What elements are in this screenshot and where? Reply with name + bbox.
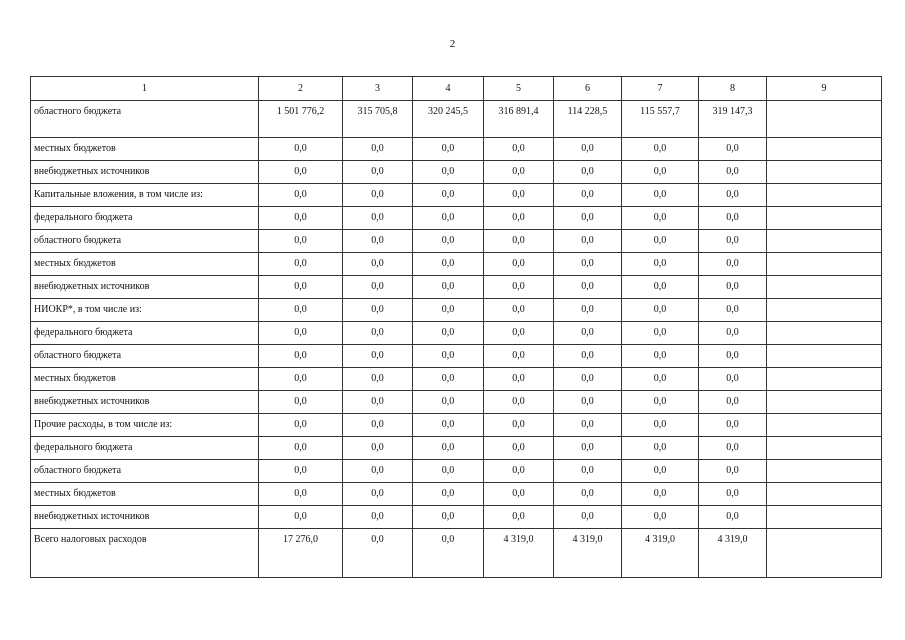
value-cell: 0,0: [413, 276, 484, 299]
value-cell: 0,0: [554, 184, 622, 207]
value-cell: 0,0: [484, 368, 554, 391]
value-cell: 0,0: [554, 276, 622, 299]
budget-table: [30, 76, 882, 578]
value-cell: 0,0: [259, 391, 343, 414]
row-label: внебюджетных источников: [31, 506, 259, 529]
value-cell: 0,0: [413, 138, 484, 161]
value-cell: 0,0: [343, 207, 413, 230]
row-label: местных бюджетов: [31, 368, 259, 391]
value-cell: [767, 506, 882, 529]
value-cell: 0,0: [554, 207, 622, 230]
value-cell: 0,0: [699, 207, 767, 230]
value-cell: 0,0: [622, 368, 699, 391]
value-cell: 17 276,0: [259, 529, 343, 578]
value-cell: 0,0: [699, 345, 767, 368]
table-row: [31, 299, 882, 322]
value-cell: 0,0: [622, 460, 699, 483]
row-label: Прочие расходы, в том числе из:: [31, 414, 259, 437]
value-cell: [767, 230, 882, 253]
header-row: [31, 77, 882, 101]
table-row: [31, 368, 882, 391]
row-label: областного бюджета: [31, 460, 259, 483]
value-cell: [767, 161, 882, 184]
value-cell: 0,0: [343, 276, 413, 299]
value-cell: 0,0: [622, 207, 699, 230]
value-cell: 0,0: [259, 414, 343, 437]
value-cell: 0,0: [259, 483, 343, 506]
value-cell: 0,0: [622, 299, 699, 322]
header-cell: 6: [554, 77, 622, 101]
table-row: [31, 414, 882, 437]
value-cell: 0,0: [343, 161, 413, 184]
value-cell: 0,0: [622, 276, 699, 299]
value-cell: 0,0: [413, 437, 484, 460]
table-row: [31, 101, 882, 138]
value-cell: 0,0: [699, 391, 767, 414]
row-label: Капитальные вложения, в том числе из:: [31, 184, 259, 207]
value-cell: 0,0: [343, 368, 413, 391]
value-cell: 0,0: [413, 506, 484, 529]
table-row: [31, 322, 882, 345]
value-cell: 0,0: [413, 253, 484, 276]
value-cell: 0,0: [259, 506, 343, 529]
value-cell: 0,0: [622, 345, 699, 368]
value-cell: 0,0: [622, 138, 699, 161]
value-cell: 0,0: [413, 483, 484, 506]
value-cell: [767, 391, 882, 414]
value-cell: 0,0: [413, 299, 484, 322]
table-row: [31, 161, 882, 184]
value-cell: 0,0: [484, 184, 554, 207]
value-cell: [767, 460, 882, 483]
value-cell: 0,0: [259, 460, 343, 483]
value-cell: [767, 253, 882, 276]
value-cell: 0,0: [259, 276, 343, 299]
row-label: областного бюджета: [31, 230, 259, 253]
value-cell: 0,0: [622, 230, 699, 253]
row-label: местных бюджетов: [31, 138, 259, 161]
table-row: [31, 230, 882, 253]
value-cell: 0,0: [484, 483, 554, 506]
value-cell: 0,0: [699, 276, 767, 299]
table-row: [31, 391, 882, 414]
value-cell: 0,0: [413, 322, 484, 345]
value-cell: 0,0: [699, 414, 767, 437]
row-label: Всего налоговых расходов: [31, 529, 259, 578]
value-cell: [767, 345, 882, 368]
value-cell: 0,0: [484, 345, 554, 368]
value-cell: 0,0: [343, 299, 413, 322]
value-cell: 0,0: [699, 299, 767, 322]
value-cell: 0,0: [259, 437, 343, 460]
row-label: областного бюджета: [31, 345, 259, 368]
value-cell: 0,0: [343, 138, 413, 161]
value-cell: 0,0: [343, 184, 413, 207]
value-cell: 0,0: [554, 506, 622, 529]
value-cell: 0,0: [554, 368, 622, 391]
value-cell: 0,0: [484, 322, 554, 345]
header-cell: 3: [343, 77, 413, 101]
value-cell: 0,0: [343, 460, 413, 483]
value-cell: 0,0: [343, 345, 413, 368]
row-label: местных бюджетов: [31, 253, 259, 276]
value-cell: 0,0: [622, 414, 699, 437]
row-label: внебюджетных источников: [31, 391, 259, 414]
value-cell: 0,0: [259, 322, 343, 345]
header-cell: 4: [413, 77, 484, 101]
value-cell: 0,0: [413, 207, 484, 230]
table-row: [31, 460, 882, 483]
value-cell: 0,0: [413, 414, 484, 437]
table-row: [31, 345, 882, 368]
value-cell: 0,0: [554, 391, 622, 414]
value-cell: 0,0: [484, 138, 554, 161]
table-row: [31, 506, 882, 529]
header-cell: 5: [484, 77, 554, 101]
table-row: [31, 483, 882, 506]
value-cell: 0,0: [554, 437, 622, 460]
value-cell: [767, 414, 882, 437]
value-cell: 0,0: [622, 184, 699, 207]
value-cell: 4 319,0: [554, 529, 622, 578]
value-cell: 0,0: [259, 253, 343, 276]
value-cell: 0,0: [622, 322, 699, 345]
value-cell: 0,0: [484, 207, 554, 230]
value-cell: [767, 101, 882, 138]
value-cell: 319 147,3: [699, 101, 767, 138]
value-cell: 316 891,4: [484, 101, 554, 138]
value-cell: 0,0: [484, 276, 554, 299]
value-cell: 0,0: [699, 437, 767, 460]
value-cell: 0,0: [622, 253, 699, 276]
value-cell: 0,0: [259, 299, 343, 322]
value-cell: 0,0: [699, 368, 767, 391]
value-cell: 0,0: [484, 253, 554, 276]
value-cell: [767, 529, 882, 578]
table-row: [31, 184, 882, 207]
row-label: областного бюджета: [31, 101, 259, 138]
value-cell: 0,0: [699, 253, 767, 276]
value-cell: [767, 368, 882, 391]
value-cell: 0,0: [484, 230, 554, 253]
value-cell: [767, 276, 882, 299]
value-cell: 115 557,7: [622, 101, 699, 138]
header-cell: 1: [31, 77, 259, 101]
table-row: [31, 529, 882, 578]
value-cell: [767, 138, 882, 161]
value-cell: 0,0: [343, 230, 413, 253]
value-cell: [767, 322, 882, 345]
value-cell: 0,0: [699, 483, 767, 506]
row-label: федерального бюджета: [31, 207, 259, 230]
value-cell: 0,0: [699, 460, 767, 483]
value-cell: 0,0: [413, 460, 484, 483]
value-cell: 0,0: [343, 322, 413, 345]
value-cell: 0,0: [699, 138, 767, 161]
value-cell: 0,0: [259, 184, 343, 207]
value-cell: 0,0: [554, 345, 622, 368]
table-row: [31, 253, 882, 276]
value-cell: 0,0: [343, 506, 413, 529]
value-cell: 0,0: [343, 529, 413, 578]
value-cell: 0,0: [413, 230, 484, 253]
value-cell: 320 245,5: [413, 101, 484, 138]
value-cell: [767, 207, 882, 230]
value-cell: 0,0: [484, 506, 554, 529]
value-cell: 0,0: [259, 207, 343, 230]
value-cell: [767, 299, 882, 322]
value-cell: 0,0: [554, 460, 622, 483]
value-cell: 0,0: [554, 414, 622, 437]
value-cell: 0,0: [699, 322, 767, 345]
value-cell: 0,0: [484, 414, 554, 437]
value-cell: 4 319,0: [484, 529, 554, 578]
value-cell: 1 501 776,2: [259, 101, 343, 138]
value-cell: 0,0: [622, 161, 699, 184]
value-cell: 0,0: [343, 391, 413, 414]
value-cell: 0,0: [622, 437, 699, 460]
table-row: [31, 437, 882, 460]
value-cell: 0,0: [554, 230, 622, 253]
header-cell: 2: [259, 77, 343, 101]
value-cell: 0,0: [259, 230, 343, 253]
value-cell: 0,0: [259, 138, 343, 161]
value-cell: 0,0: [413, 345, 484, 368]
value-cell: 0,0: [484, 391, 554, 414]
value-cell: 0,0: [554, 299, 622, 322]
value-cell: 0,0: [343, 414, 413, 437]
value-cell: 0,0: [259, 368, 343, 391]
value-cell: 0,0: [484, 437, 554, 460]
value-cell: 0,0: [343, 437, 413, 460]
value-cell: 0,0: [413, 529, 484, 578]
header-cell: 8: [699, 77, 767, 101]
row-label: НИОКР*, в том числе из:: [31, 299, 259, 322]
value-cell: 0,0: [413, 161, 484, 184]
value-cell: 0,0: [484, 460, 554, 483]
table-row: [31, 207, 882, 230]
header-cell: 7: [622, 77, 699, 101]
value-cell: 4 319,0: [699, 529, 767, 578]
value-cell: 0,0: [343, 253, 413, 276]
value-cell: 0,0: [484, 161, 554, 184]
value-cell: [767, 483, 882, 506]
value-cell: 0,0: [554, 322, 622, 345]
value-cell: 0,0: [699, 230, 767, 253]
row-label: федерального бюджета: [31, 322, 259, 345]
value-cell: 0,0: [259, 161, 343, 184]
value-cell: 0,0: [413, 184, 484, 207]
value-cell: 0,0: [554, 253, 622, 276]
row-label: местных бюджетов: [31, 483, 259, 506]
value-cell: 0,0: [622, 483, 699, 506]
header-cell: 9: [767, 77, 882, 101]
value-cell: 315 705,8: [343, 101, 413, 138]
value-cell: [767, 184, 882, 207]
row-label: федерального бюджета: [31, 437, 259, 460]
value-cell: 0,0: [622, 391, 699, 414]
value-cell: 0,0: [622, 506, 699, 529]
table-row: [31, 276, 882, 299]
value-cell: 4 319,0: [622, 529, 699, 578]
table-row: [31, 138, 882, 161]
row-label: внебюджетных источников: [31, 161, 259, 184]
value-cell: 0,0: [413, 368, 484, 391]
value-cell: 0,0: [699, 506, 767, 529]
value-cell: 0,0: [554, 483, 622, 506]
value-cell: 0,0: [413, 391, 484, 414]
value-cell: 0,0: [259, 345, 343, 368]
value-cell: 0,0: [343, 483, 413, 506]
page-number: 2: [449, 38, 456, 50]
value-cell: 114 228,5: [554, 101, 622, 138]
value-cell: 0,0: [554, 138, 622, 161]
value-cell: 0,0: [699, 161, 767, 184]
value-cell: 0,0: [484, 299, 554, 322]
value-cell: 0,0: [699, 184, 767, 207]
row-label: внебюджетных источников: [31, 276, 259, 299]
value-cell: [767, 437, 882, 460]
value-cell: 0,0: [554, 161, 622, 184]
